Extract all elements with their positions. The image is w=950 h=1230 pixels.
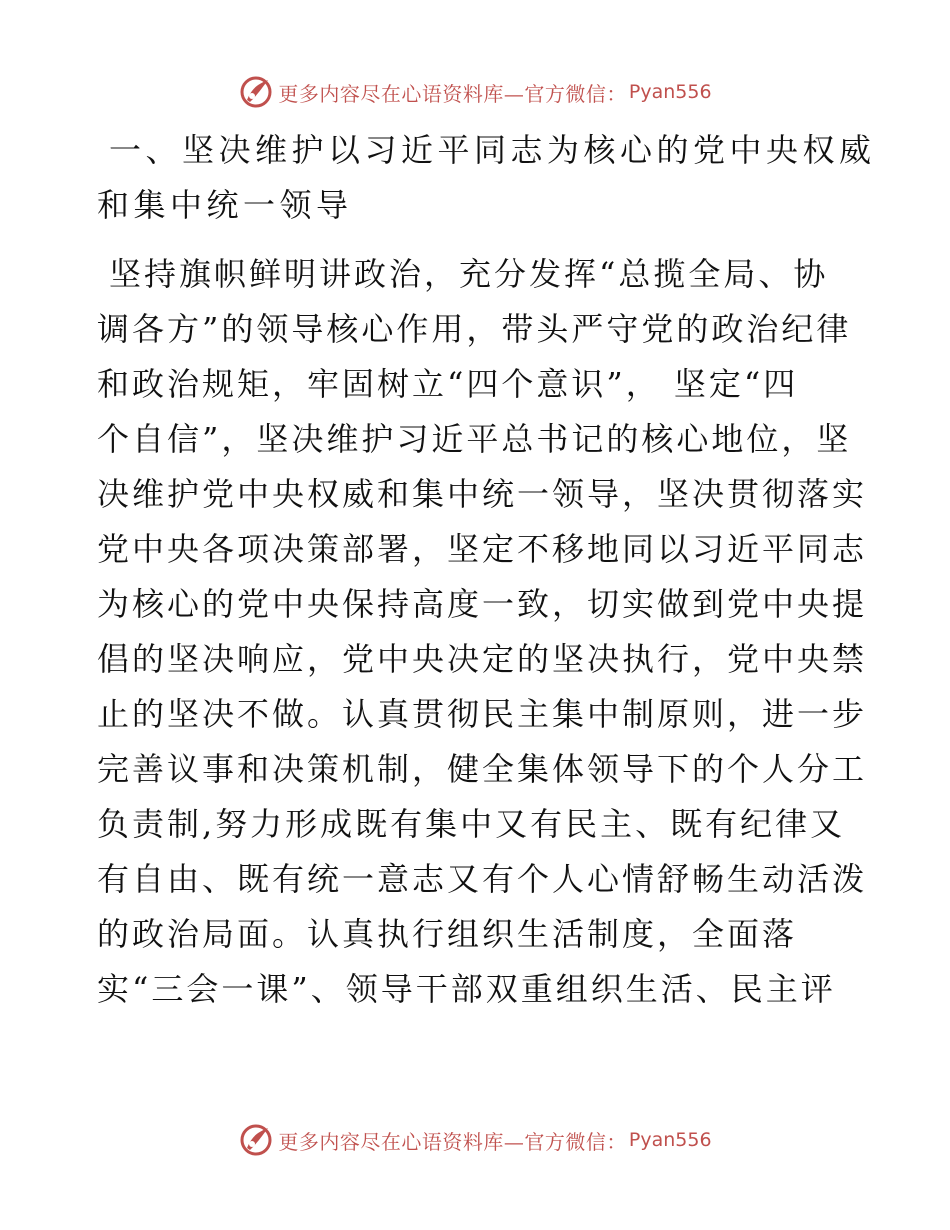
paragraph-line: 有自由、既有统一意志又有个人心情舒畅生动活泼 — [97, 860, 868, 898]
paragraph-line: 坚持旗帜鲜明讲政治，充分发挥“总揽全局、协 — [109, 255, 829, 293]
watermark-text: 更多内容尽在心语资料库—官方微信： — [278, 1129, 627, 1154]
watermark-wechat-id: Pyan556 — [628, 1129, 712, 1151]
brush-logo-icon — [238, 74, 274, 110]
paragraph-line: 倡的坚决响应，党中央决定的坚决执行，党中央禁 — [97, 640, 868, 678]
paragraph-line: 调各方”的领导核心作用，带头严守党的政治纪律 — [97, 310, 852, 348]
paragraph-line: 为核心的党中央保持高度一致，切实做到党中央提 — [97, 585, 868, 623]
paragraph-line: 和政治规矩，牢固树立“四个意识”， 坚定“四 — [97, 365, 799, 403]
watermark-wechat-id: Pyan556 — [628, 81, 712, 103]
paragraph-line: 实“三会一课”、领导干部双重组织生活、民主评 — [97, 970, 836, 1008]
watermark-banner-top — [0, 72, 950, 112]
section-heading — [97, 123, 876, 233]
body-paragraph — [97, 247, 868, 1017]
paragraph-line: 止的坚决不做。认真贯彻民主集中制原则，进一步 — [97, 695, 868, 733]
paragraph-line: 完善议事和决策机制，健全集体领导下的个人分工 — [97, 750, 868, 788]
watermark-banner-bottom — [0, 1120, 950, 1160]
document-body — [97, 123, 876, 1017]
brush-logo-icon — [238, 1122, 274, 1158]
paragraph-line: 决维护党中央权威和集中统一领导，坚决贯彻落实 — [97, 475, 868, 513]
paragraph-line: 的政治局面。认真执行组织生活制度，全面落 — [97, 915, 798, 953]
watermark-text: 更多内容尽在心语资料库—官方微信： — [278, 81, 627, 106]
paragraph-line: 负责制,努力形成既有集中又有民主、既有纪律又 — [97, 805, 846, 843]
heading-line: 一、坚决维护以习近平同志为核心的党中央权威 — [109, 131, 876, 169]
heading-line: 和集中统一领导 — [97, 186, 353, 224]
paragraph-line: 个自信”，坚决维护习近平总书记的核心地位，坚 — [97, 420, 852, 458]
paragraph-line: 党中央各项决策部署，坚定不移地同以习近平同志 — [97, 530, 868, 568]
